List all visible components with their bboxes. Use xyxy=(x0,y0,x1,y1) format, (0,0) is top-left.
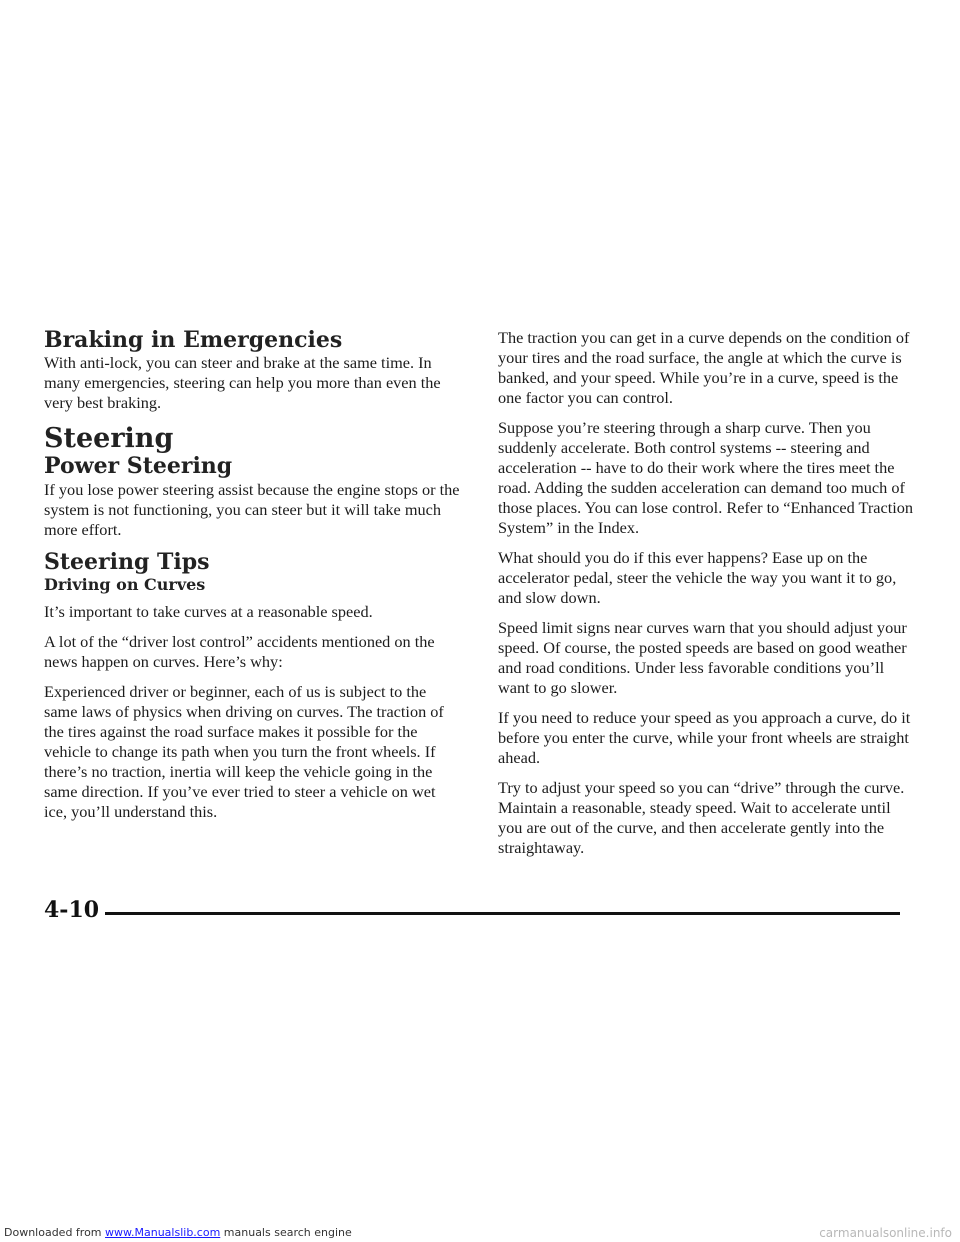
heading-steering: Steering xyxy=(44,423,174,455)
paragraph-braking: With anti-lock, you can steer and brake at the same time. In many emergencies, steering can help you more than even the very best braking. xyxy=(44,353,441,413)
paragraph-reduce-speed: If you need to reduce your speed as you approach a curve, do it before you enter the curve, while your front wheels are straight ahead. xyxy=(498,708,911,767)
page-number: 4-10 xyxy=(44,897,105,923)
paragraph-drive-through: Try to adjust your speed so you can “drive” through the curve. Maintain a reasonable, steady speed. Wait to accelerate until you are out of the curve, and then accelerate gently into the straightaway. xyxy=(498,778,905,857)
left-column xyxy=(44,328,460,832)
paragraph-sharp-curve: Suppose you’re steering through a sharp curve. Then you suddenly accelerate. Both control systems -- steering and acceleration -- have to do their work where the tires meet the road. Adding the sudden acceleration can demand too much of those places. You can lose control. Refer to “Enhanced Traction System” in the Index. xyxy=(498,418,914,537)
paragraph-curves-3: Experienced driver or beginner, each of us is subject to the same laws of physics when driving on curves. The traction of the tires against the road surface makes it possible for the vehicle to change its path when you turn the front wheels. If there’s no traction, inertia will keep the vehicle going in the same direction. If you’ve ever tried to steer a vehicle on wet ice, you’ll understand this. xyxy=(44,681,444,821)
heading-steering-tips: Steering Tips xyxy=(44,548,210,575)
paragraph-traction: The traction you can get in a curve depends on the condition of your tires and the road surface, the angle at which the curve is banked, and your speed. While you’re in a curve, speed is the one factor you can control. xyxy=(498,328,910,407)
paragraph-curves-2: A lot of the “driver lost control” accidents mentioned on the news happen on curves. Here’s why: xyxy=(44,631,435,671)
subheading-driving-on-curves: Driving on Curves xyxy=(44,574,206,594)
download-suffix: manuals search engine xyxy=(220,1226,352,1239)
paragraph-speed-limit-signs: Speed limit signs near curves warn that you should adjust your speed. Of course, the posted speeds are based on good weather and road conditions. Under less favorable conditions you’ll want to go slower. xyxy=(498,618,907,697)
watermark-text: carmanualsonline.info xyxy=(819,1226,952,1240)
footer-rule xyxy=(44,912,900,915)
right-column xyxy=(498,328,914,868)
heading-power-steering: Power Steering xyxy=(44,453,233,480)
paragraph-power-steering: If you lose power steering assist because the engine stops or the system is not functioning, you can steer but it will take much more effort. xyxy=(44,479,460,539)
download-bar xyxy=(0,1226,960,1242)
manualslib-link[interactable]: www.Manualslib.com xyxy=(105,1226,221,1239)
paragraph-curves-1: It’s important to take curves at a reasonable speed. xyxy=(44,601,373,621)
heading-braking-in-emergencies: Braking in Emergencies xyxy=(44,327,343,353)
download-prefix: Downloaded from xyxy=(4,1226,106,1239)
download-source xyxy=(4,1226,352,1239)
paragraph-what-to-do: What should you do if this ever happens? Ease up on the accelerator pedal, steer the vehicle the way you want it to go, and slow down. xyxy=(498,548,897,607)
